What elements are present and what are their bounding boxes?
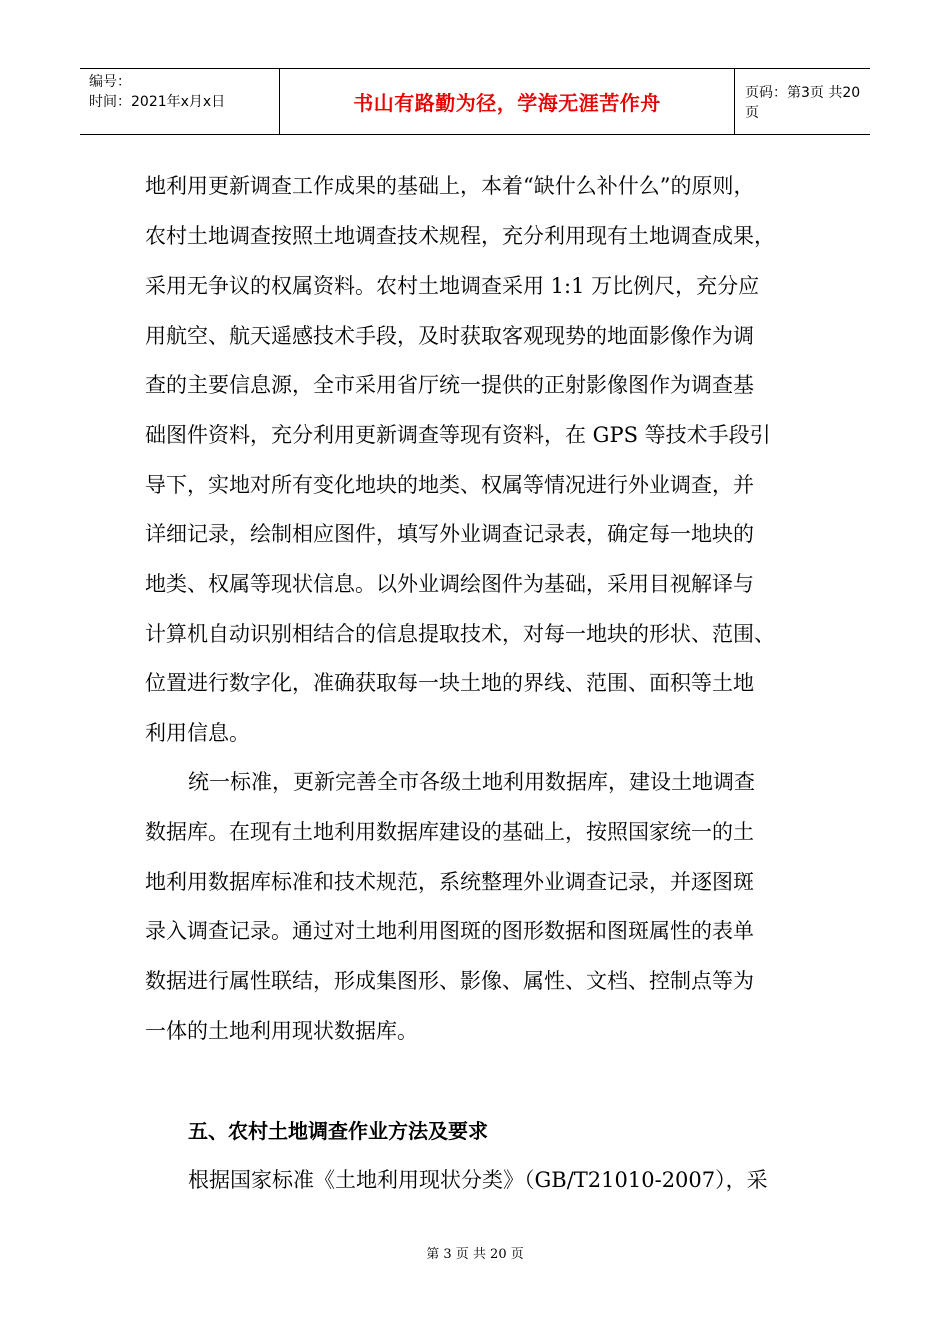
text-line: 用航空、航天遥感技术手段，及时获取客观现势的地面影像作为调 — [145, 324, 754, 348]
text-line: 查的主要信息源，全市采用省厅统一提供的正射影像图作为调查基 — [145, 373, 754, 397]
text-line: 计算机自动识别相结合的信息提取技术，对每一地块的形状、范围、 — [145, 622, 775, 646]
text-line: 位置进行数字化，准确获取每一块土地的界线、范围、面积等土地 — [145, 671, 754, 695]
header-meta — [80, 69, 280, 134]
header-motto: 书山有路勤为径，学海无涯苦作舟 — [280, 69, 735, 134]
text-line: 一体的土地利用现状数据库。 — [145, 1019, 418, 1043]
text-line: 详细记录，绘制相应图件，填写外业调查记录表，确定每一地块的 — [145, 522, 754, 546]
text-line: 数据库。在现有土地利用数据库建设的基础上，按照国家统一的土 — [145, 820, 754, 844]
text-line: 础图件资料，充分利用更新调查等现有资料，在 GPS 等技术手段引 — [145, 423, 771, 447]
document-date-label: 时间：2021年x月x日 — [89, 94, 226, 110]
text-line: 录入调查记录。通过对土地利用图斑的图形数据和图斑属性的表单 — [145, 919, 754, 943]
text-line: 统一标准，更新完善全市各级土地利用数据库，建设土地调查 — [188, 770, 755, 794]
page-header — [80, 68, 870, 135]
section-first-line: 根据国家标准《土地利用现状分类》（GB/T21010-2007），采 — [188, 1168, 768, 1192]
section-heading: 五、农村土地调查作业方法及要求 — [188, 1119, 488, 1143]
text-line: 地类、权属等现状信息。以外业调绘图件为基础，采用目视解译与 — [145, 572, 754, 596]
text-line: 采用无争议的权属资料。农村土地调查采用 1:1 万比例尺，充分应 — [145, 274, 760, 298]
document-number-label: 编号： — [89, 74, 131, 90]
header-page-info: 页码：第3页 共20页 — [745, 84, 861, 121]
text-line: 导下，实地对所有变化地块的地类、权属等情况进行外业调查，并 — [145, 473, 754, 497]
page-footer: 第 3 页 共 20 页 — [426, 1247, 524, 1262]
text-line: 地利用更新调查工作成果的基础上，本着“缺什么补什么”的原则， — [145, 174, 755, 198]
text-line: 利用信息。 — [145, 721, 250, 745]
text-line: 地利用数据库标准和技术规范，系统整理外业调查记录，并逐图斑 — [145, 870, 754, 894]
text-line: 数据进行属性联结，形成集图形、影像、属性、文档、控制点等为 — [145, 969, 754, 993]
text-line: 农村土地调查按照土地调查技术规程，充分利用现有土地调查成果， — [145, 224, 775, 248]
